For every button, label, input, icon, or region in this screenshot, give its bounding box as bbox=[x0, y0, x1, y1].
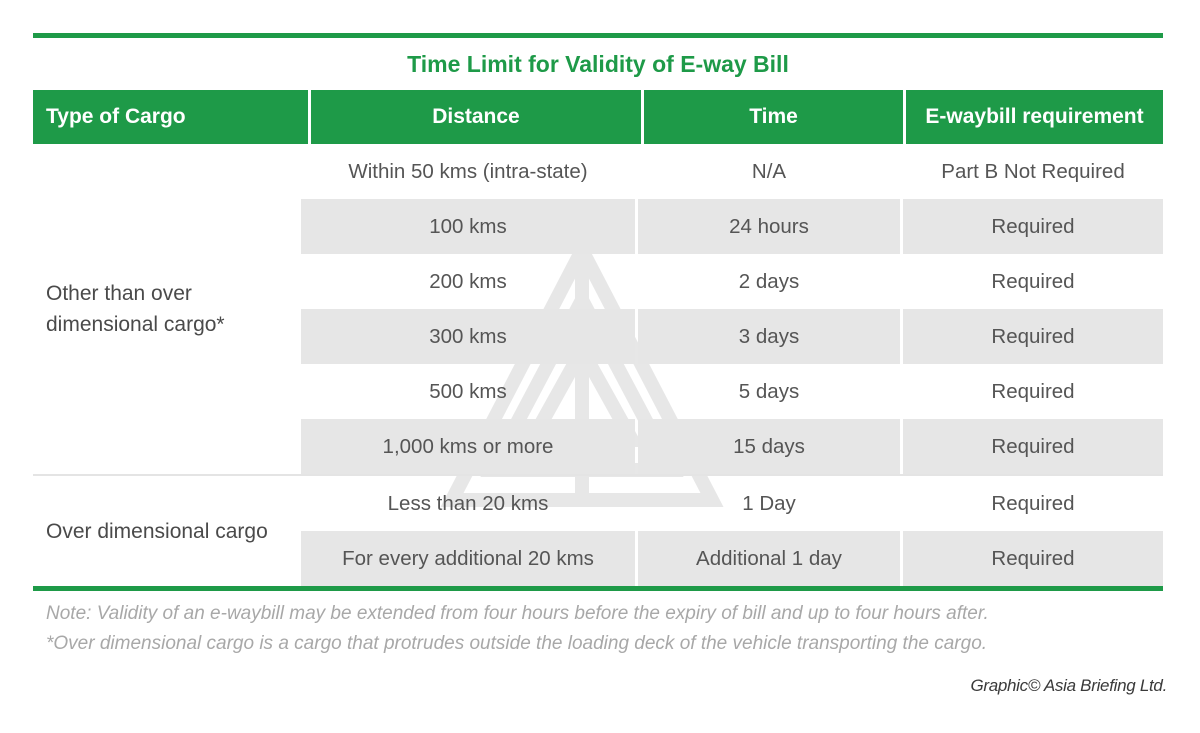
table-title: Time Limit for Validity of E-way Bill bbox=[407, 50, 789, 77]
time-cell: 24 hours bbox=[638, 199, 900, 254]
header-distance: Distance bbox=[311, 90, 641, 144]
graphic-credit: Graphic© Asia Briefing Ltd. bbox=[970, 676, 1167, 695]
table-row bbox=[301, 144, 1163, 199]
over-dimensional-footnote: *Over dimensional cargo is a cargo that protrudes outside the loading deck of the vehicle transporting the cargo. bbox=[46, 633, 988, 654]
requirement-cell: Required bbox=[903, 531, 1163, 586]
distance-cell: Less than 20 kms bbox=[387, 491, 549, 515]
validity-note: Note: Validity of an e-waybill may be extended from four hours before the expiry of bill and up to four hours after. bbox=[46, 603, 989, 624]
time-cell: 1 Day bbox=[742, 491, 796, 515]
distance-cell: 1,000 kms or more bbox=[301, 419, 635, 474]
table-body bbox=[33, 144, 1163, 586]
requirement-cell: Required bbox=[991, 491, 1075, 515]
group-rows bbox=[301, 144, 1163, 474]
time-cell: 3 days bbox=[638, 309, 900, 364]
time-cell: N/A bbox=[751, 159, 787, 183]
distance-cell: 300 kms bbox=[301, 309, 635, 364]
header-type-of-cargo: Type of Cargo bbox=[33, 90, 308, 144]
table-row bbox=[301, 199, 1163, 254]
distance-cell: Within 50 kms (intra-state) bbox=[348, 159, 588, 183]
time-cell: 5 days bbox=[738, 379, 800, 403]
header-requirement: E-waybill requirement bbox=[906, 90, 1163, 144]
header-time: Time bbox=[644, 90, 903, 144]
table-header bbox=[33, 90, 1163, 144]
table-row bbox=[301, 309, 1163, 364]
cargo-group-regular bbox=[33, 144, 1163, 474]
eway-bill-table bbox=[33, 33, 1163, 659]
table-row bbox=[301, 364, 1163, 419]
table-row bbox=[301, 419, 1163, 474]
table-notes bbox=[33, 599, 1163, 659]
group-rows bbox=[301, 476, 1163, 586]
requirement-cell: Required bbox=[903, 199, 1163, 254]
time-cell: Additional 1 day bbox=[638, 531, 900, 586]
cargo-type-cell: Over dimensional cargo bbox=[46, 519, 268, 543]
requirement-cell: Required bbox=[991, 379, 1075, 403]
table-row bbox=[301, 476, 1163, 531]
requirement-cell: Required bbox=[903, 419, 1163, 474]
cargo-type-cell: Other than over dimensional cargo* bbox=[46, 282, 225, 336]
distance-cell: 200 kms bbox=[429, 269, 507, 293]
time-cell: 2 days bbox=[738, 269, 800, 293]
distance-cell: 100 kms bbox=[301, 199, 635, 254]
distance-cell: For every additional 20 kms bbox=[301, 531, 635, 586]
requirement-cell: Required bbox=[903, 309, 1163, 364]
distance-cell: 500 kms bbox=[429, 379, 507, 403]
table-row bbox=[301, 531, 1163, 586]
bottom-rule bbox=[33, 586, 1163, 591]
time-cell: 15 days bbox=[638, 419, 900, 474]
requirement-cell: Part B Not Required bbox=[941, 159, 1125, 183]
requirement-cell: Required bbox=[991, 269, 1075, 293]
cargo-group-over-dimensional bbox=[33, 474, 1163, 586]
table-row bbox=[301, 254, 1163, 309]
